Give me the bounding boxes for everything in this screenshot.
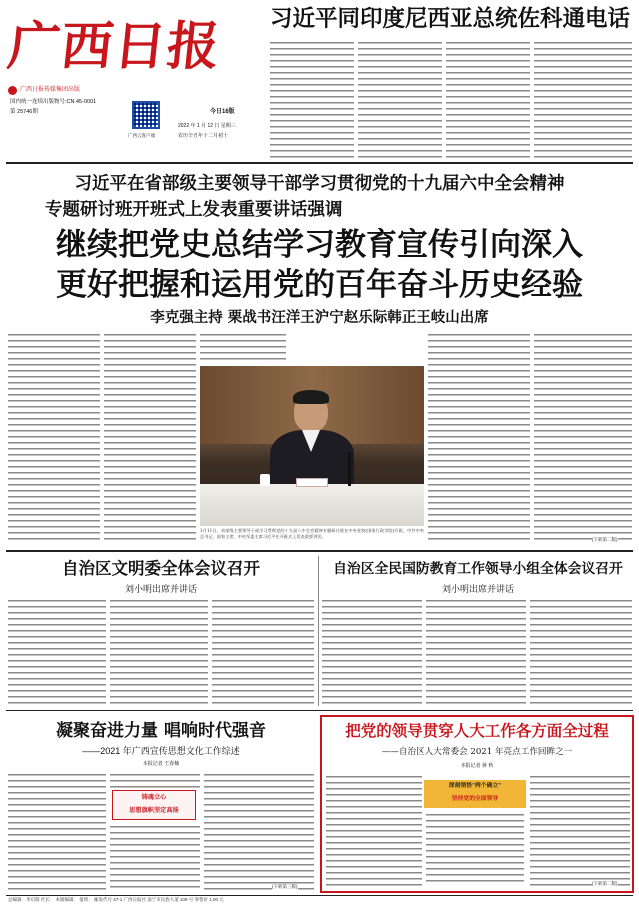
feature-right-continued: (下转第二版) (592, 881, 618, 886)
feature-right-col-1 (326, 774, 422, 886)
lead-kicker-line-1: 习近平在省部级主要领导干部学习贯彻党的十九届六中全会精神 (74, 173, 565, 193)
pages-count: 今日16版 (210, 109, 235, 115)
feature-left-headline: 凝聚奋进力量 唱响时代强音 (56, 721, 266, 741)
publisher-emblem-icon (8, 86, 17, 95)
feature-right-subhead: ——自治区人大常委会 2021 年亮点工作回眸之一 (381, 747, 573, 757)
feature-left-col-3 (204, 772, 314, 890)
story-right-col-3 (530, 598, 632, 706)
lead-body-col-4 (428, 332, 530, 544)
feature-right-sidebar-line-2: 坚持党的全面领导 (451, 796, 499, 802)
middle-column-rule (318, 556, 319, 706)
story-right-col-2 (426, 598, 526, 706)
feature-left-byline: 本报记者 王春楠 (142, 761, 180, 767)
story-left-col-3 (212, 598, 314, 706)
publisher-line: 广西日报传媒集团出版 (20, 87, 81, 93)
qr-code-icon (132, 101, 160, 129)
masthead-divider (6, 162, 633, 164)
feature-right-headline: 把党的领导贯穿人大工作各方面全过程 (345, 723, 609, 740)
lead-photo-caption: 1月11日，省部级主要领导干部学习贯彻党的十九届六中全会精神专题研讨班在中央党校(国家行政学院)开班。中共中央总书记、国家主席、中央军委主席习近平在开班式上发表重要讲话。 (200, 528, 424, 539)
story-right-headline: 自治区全民国防教育工作领导小组全体会议召开 (333, 561, 623, 577)
story-left-col-1 (8, 598, 106, 706)
lead-continued: (下转第二版) (592, 537, 618, 542)
lead-photo (200, 366, 424, 526)
feature-right-col-2 (426, 812, 524, 886)
top-story-headline: 习近平同印度尼西亚总统佐科通电话 (270, 6, 631, 31)
top-story-col-3 (446, 40, 530, 158)
lead-subhead: 李克强主持 栗战书汪洋王沪宁赵乐际韩正王岐山出席 (150, 309, 489, 326)
footer-info: 总编辑：李启瑞 社长： 本版编辑： 值班： 邮发代号 47-1 广西日报社 南宁市民族大道 109 号 零售价 1.00 元 (8, 897, 224, 902)
lunar-date: 农历辛丑年十二月初十 (178, 133, 229, 139)
lead-body-col-5 (534, 332, 632, 544)
story-left-subhead: 刘小明出席并讲话 (124, 584, 197, 594)
feature-right-byline: 本报记者 蒋 秋 (460, 763, 494, 769)
lead-body-col-2 (104, 332, 196, 544)
photo-microphone (348, 452, 351, 486)
story-right-col-1 (322, 598, 422, 706)
story-left-headline: 自治区文明委全体会议召开 (62, 559, 260, 578)
story-right-subhead: 刘小明出席并讲话 (441, 584, 514, 594)
feature-left-sidebar: 铸魂立心 思想旗帜坚定高扬 (112, 790, 196, 820)
feature-right-sidebar-line-1: 深刻领悟"两个确立" (448, 783, 502, 789)
cn-number: 国内统一连续出版物号:CN 45-0001 (10, 99, 97, 105)
top-story-col-2 (358, 40, 442, 158)
top-story-col-4 (534, 40, 632, 158)
lead-body-col-3 (200, 332, 286, 364)
lead-headline-line-1: 继续把党史总结学习教育宣传引向深入 (56, 227, 583, 262)
photo-nameplate (296, 478, 328, 487)
lead-kicker-line-2: 专题研讨班开班式上发表重要讲话强调 (45, 199, 343, 219)
feature-left-col-2 (110, 772, 200, 788)
app-label: 广西云客户端 (128, 133, 155, 138)
feature-left-col-2b (110, 824, 200, 890)
top-story-col-1 (270, 40, 354, 158)
issue-date: 2022 年 1 月 12 日 星期三 (178, 123, 236, 129)
feature-left-subhead: ——2021 年广西宣传思想文化工作综述 (82, 746, 240, 756)
feature-right-col-3 (530, 774, 630, 886)
feature-left-col-1 (8, 772, 106, 890)
photo-cup (260, 474, 270, 486)
feature-left-continued: (下转第三版) (272, 884, 298, 889)
photo-speaker-hair (293, 390, 329, 404)
photo-desk (200, 484, 424, 526)
issue-number: 第 25746期 (10, 109, 38, 115)
newspaper-logo: 广西日报 (4, 16, 224, 77)
story-left-col-2 (110, 598, 208, 706)
middle-divider (6, 710, 633, 711)
lead-divider (6, 550, 633, 552)
lead-headline-line-2: 更好把握和运用党的百年奋斗历史经验 (56, 267, 583, 302)
feature-right-sidebar (424, 780, 526, 808)
lead-body-col-1 (8, 332, 100, 544)
